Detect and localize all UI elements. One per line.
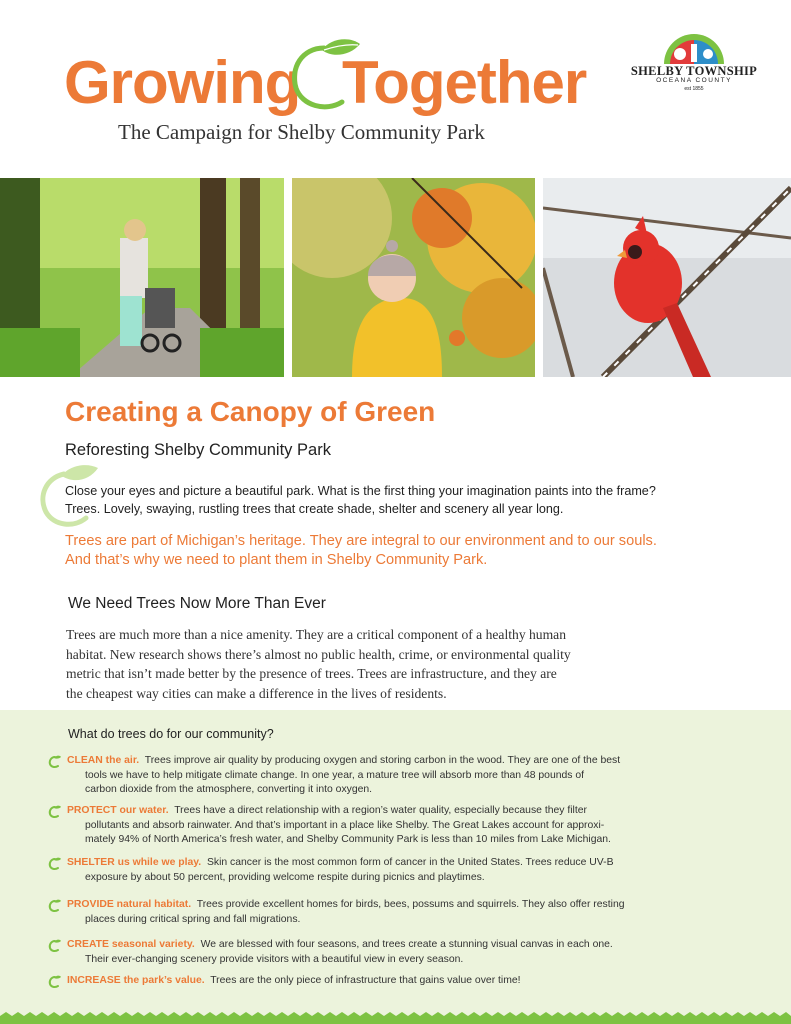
canopy-heading: Creating a Canopy of Green xyxy=(65,396,436,427)
need-trees-body xyxy=(66,625,706,703)
benefit-line: exposure by about 50 percent, providing welcome respite during picnics and playtimes. xyxy=(85,871,485,883)
need-trees-heading: We Need Trees Now More Than Ever xyxy=(68,595,326,612)
child-in-yellow-jacket-with-autumn-leaves-photo xyxy=(292,178,535,377)
benefit-heading: CLEAN the air. xyxy=(67,755,140,766)
benefit-first-line: We are blessed with four seasons, and trees create a stunning visual canvas in each one. xyxy=(200,939,613,950)
campaign-title-word-2: Together xyxy=(342,49,587,116)
benefit-line: carbon dioxide from the atmosphere, converting it into oxygen. xyxy=(85,784,373,795)
campaign-title-word-1: Growing xyxy=(64,49,301,116)
benefit-line: mately 94% of North America’s fresh water, and Shelby Community Park is less than 10 miles from Lake Michigan. xyxy=(85,834,611,845)
benefit-item-habitat xyxy=(48,898,728,927)
benefit-item-shelter xyxy=(48,856,728,885)
benefits-question: What do trees do for our community? xyxy=(68,727,274,741)
benefit-item-seasonal-variety xyxy=(48,938,728,967)
leaf-bullet-icon xyxy=(48,755,62,769)
benefit-line: places during critical spring and fall migrations. xyxy=(85,913,301,925)
leaf-bullet-icon xyxy=(48,975,62,989)
campaign-subtitle: The Campaign for Shelby Community Park xyxy=(118,120,485,144)
need-body-line: habitat. New research shows there’s almost no public health, crime, or environmental quality xyxy=(66,646,571,662)
benefit-first-line: Skin cancer is the most common form of cancer in the United States. Trees reduce UV-B xyxy=(206,857,614,868)
benefit-heading: SHELTER us while we play. xyxy=(67,857,202,868)
benefit-heading: INCREASE the park’s value. xyxy=(67,975,205,986)
benefit-line: Their ever-changing scenery provide visitors with a beautiful view in every season. xyxy=(85,953,464,965)
logo-county: OCEANA COUNTY xyxy=(656,77,732,84)
canopy-intro-line-2: Trees. Lovely, swaying, rustling trees that create shade, shelter and scenery all year long. xyxy=(65,502,564,516)
campaign-title xyxy=(64,48,587,117)
benefit-heading: PROTECT our water. xyxy=(67,805,169,816)
need-body-line: metric that isn’t made better by the presence of trees. Trees are infrastructure, and they are xyxy=(66,666,557,681)
benefit-line: pollutants and absorb rainwater. And that’s important in a place like Shelby. The Great Lakes account for approxi- xyxy=(85,819,605,831)
red-cardinal-on-snowy-branch-photo xyxy=(543,178,791,377)
benefit-first-line: Trees have a direct relationship with a region’s water quality, especially because they filter xyxy=(174,805,587,816)
benefit-line: tools we have to help mitigate climate change. In one year, a mature tree will absorb more than 48 pounds of xyxy=(85,769,585,781)
benefit-heading: PROVIDE natural habitat. xyxy=(67,899,192,910)
callout-line-1: Trees are part of Michigan’s heritage. They are integral to our environment and to our souls. xyxy=(65,533,657,549)
benefit-item-clean-air xyxy=(48,754,728,798)
benefit-item-park-value xyxy=(48,974,728,989)
need-body-line: the cheapest way cities can make a difference in the lives of residents. xyxy=(66,685,447,701)
benefit-first-line: Trees improve air quality by producing oxygen and storing carbon in the wood. They are one of the best xyxy=(144,755,621,766)
canopy-intro-line-1: Close your eyes and picture a beautiful park. What is the first thing your imagination paints into the frame? xyxy=(65,484,656,498)
canopy-subheading: Reforesting Shelby Community Park xyxy=(65,441,331,459)
benefits-panel xyxy=(0,710,791,1024)
canopy-intro xyxy=(65,482,765,518)
zigzag-footer-border xyxy=(0,1012,791,1024)
leaf-bullet-icon xyxy=(48,857,62,871)
logo-name: SHELBY TOWNSHIP xyxy=(630,64,758,78)
benefit-item-protect-water xyxy=(48,804,728,848)
michigan-heritage-callout xyxy=(65,532,765,570)
benefit-first-line: Trees provide excellent homes for birds, bees, possums and squirrels. They also offer resting xyxy=(196,899,625,910)
need-body-line: Trees are much more than a nice amenity. They are a critical component of a healthy human xyxy=(66,627,567,642)
leaf-bullet-icon xyxy=(48,899,62,913)
benefit-heading: CREATE seasonal variety. xyxy=(67,939,195,950)
leaf-swirl-icon xyxy=(284,36,364,116)
woman-pushing-stroller-on-park-path-photo xyxy=(0,178,284,377)
benefit-first-line: Trees are the only piece of infrastructure that gains value over time! xyxy=(210,975,521,986)
logo-established: est 1855 xyxy=(684,86,704,92)
callout-line-2: And that’s why we need to plant them in Shelby Community Park. xyxy=(65,552,488,568)
leaf-bullet-icon xyxy=(48,805,62,819)
leaf-bullet-icon xyxy=(48,939,62,953)
